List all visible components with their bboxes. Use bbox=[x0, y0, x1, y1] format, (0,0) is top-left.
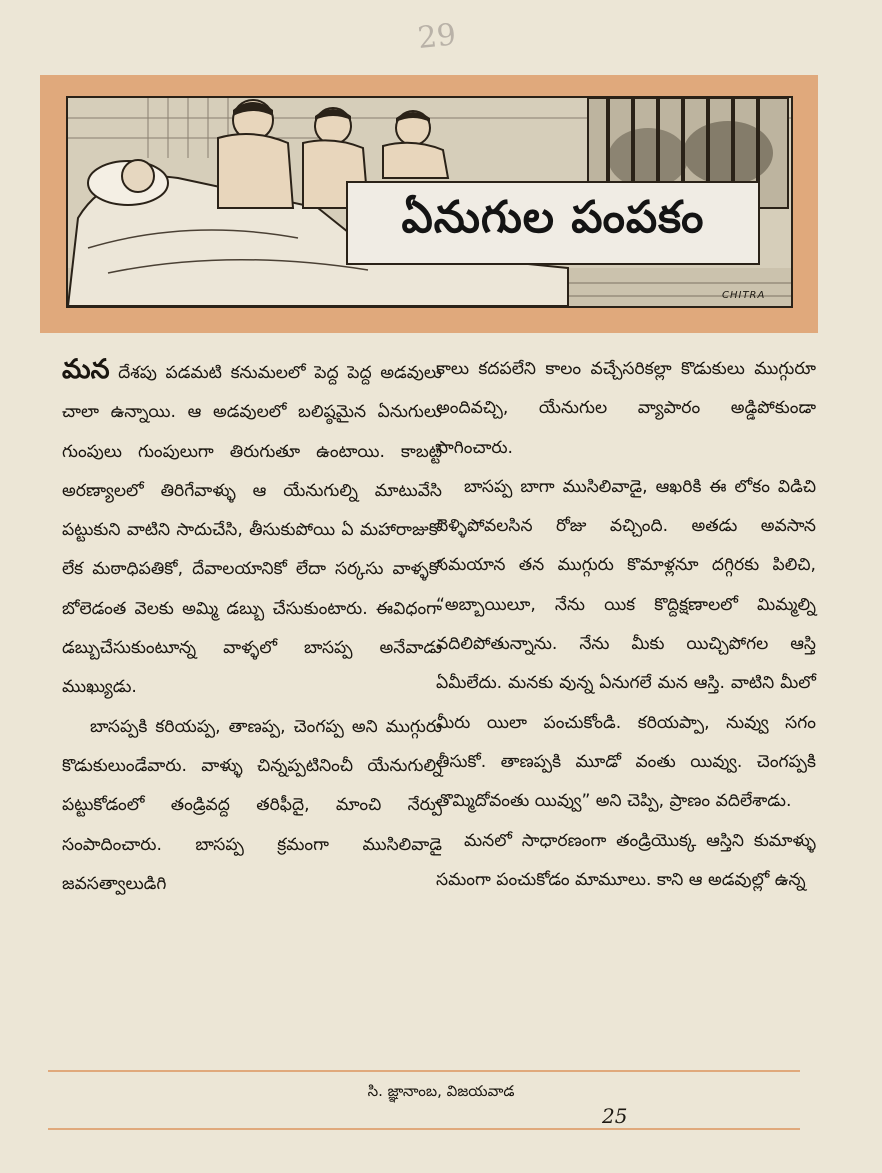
opening-word: మన bbox=[62, 354, 110, 385]
paragraph: బాసప్ప బాగా ముసిలివాడై, ఆఖరికి ఈ లోకం విడిచి వెళ్ళిపోవలసిన రోజు వచ్చింది. అతడు అవసాన సమయాన తన ముగ్గురు కొమాళ్లనూ దగ్గిరకు పిలిచి, “అబ్బాయిలూ, నేను యిక కొద్దిక్షణాలలో మిమ్మల్ని వదిలిపోతున్నాను. నేను మీకు యిచ్చిపోగల ఆస్తి ఏమీలేదు. మనకు వున్న ఏనుగలే మన ఆస్తి. వాటిని మీలో మీరు యిలా పంచుకోండి. కరియప్పా, నువ్వు సగం తీసుకో. తాణప్పకి మూడో వంతు యివ్వు. చెంగప్పకి తొమ్మిదోవంతు యివ్వు” అని చెప్పి, ప్రాణం వదిలేశాడు. bbox=[436, 476, 816, 812]
paragraph: బాసప్పకి కరియప్ప, తాణప్ప, చెంగప్ప అని ముగ్గురు కొడుకులుండేవారు. వాళ్ళు చిన్నప్పటినించీ యేనుగుల్ని పట్టుకోడంలో తండ్రివద్ద తరిఫీదై, మాంచి నేర్పు సంపాదించారు. బాసప్ప క్రమంగా ముసిలివాడై జవసత్వాలుడిగి bbox=[62, 716, 442, 894]
story-title: ఏనుగుల పంపకం bbox=[346, 181, 760, 265]
paragraph: కాలు కదపలేని కాలం వచ్చేసరికల్లా కొడుకులు ముగ్గురూ అందివచ్చి, యేనుగుల వ్యాపారం అడ్డిపోకుండా సాగించారు. bbox=[436, 359, 816, 458]
paragraph-text: దేశపు పడమటి కనుమలలో పెద్ద పెద్ద అడవులు చాలా ఉన్నాయి. ఆ అడవులలో బలిష్ఠమైన ఏనుగులు గుంపులు గుంపులుగా తిరుగుతూ ఉంటాయి. కాబట్టి అరణ్యాలలో తిరిగేవాళ్ళు ఆ యేనుగుల్ని మాటువేసి పట్టుకుని వాటిని సాదుచేసి, తీసుకుపోయి ఏ మహారాజుకో లేక మఠాధిపతికో, దేవాలయానికో లేదా సర్కసు వాళ్ళకో బోలెడంత వెలకు అమ్మి డబ్బు చేసుకుంటారు. ఈవిధంగా డబ్బుచేసుకుంటూన్న వాళ్ళలో బాసప్ప అనేవాడు ముఖ్యుడు. bbox=[62, 363, 442, 698]
right-column bbox=[436, 350, 816, 900]
footer-rule-top bbox=[48, 1070, 800, 1072]
handwritten-page-note: 29 bbox=[416, 17, 458, 57]
paragraph bbox=[62, 350, 442, 708]
left-column bbox=[62, 350, 442, 904]
page-number: 25 bbox=[602, 1104, 628, 1128]
author-credit: సి. జ్ఞానాంబ, విజయవాడ bbox=[367, 1082, 515, 1100]
artist-signature: CHITRA bbox=[722, 290, 766, 301]
paragraph: మనలో సాధారణంగా తండ్రియొక్క ఆస్తిని కుమాళ్ళు సమంగా పంచుకోడం మామూలు. కాని ఆ అడవుల్లో ఉన్న bbox=[436, 830, 816, 890]
footer-rule-bottom bbox=[48, 1128, 800, 1130]
